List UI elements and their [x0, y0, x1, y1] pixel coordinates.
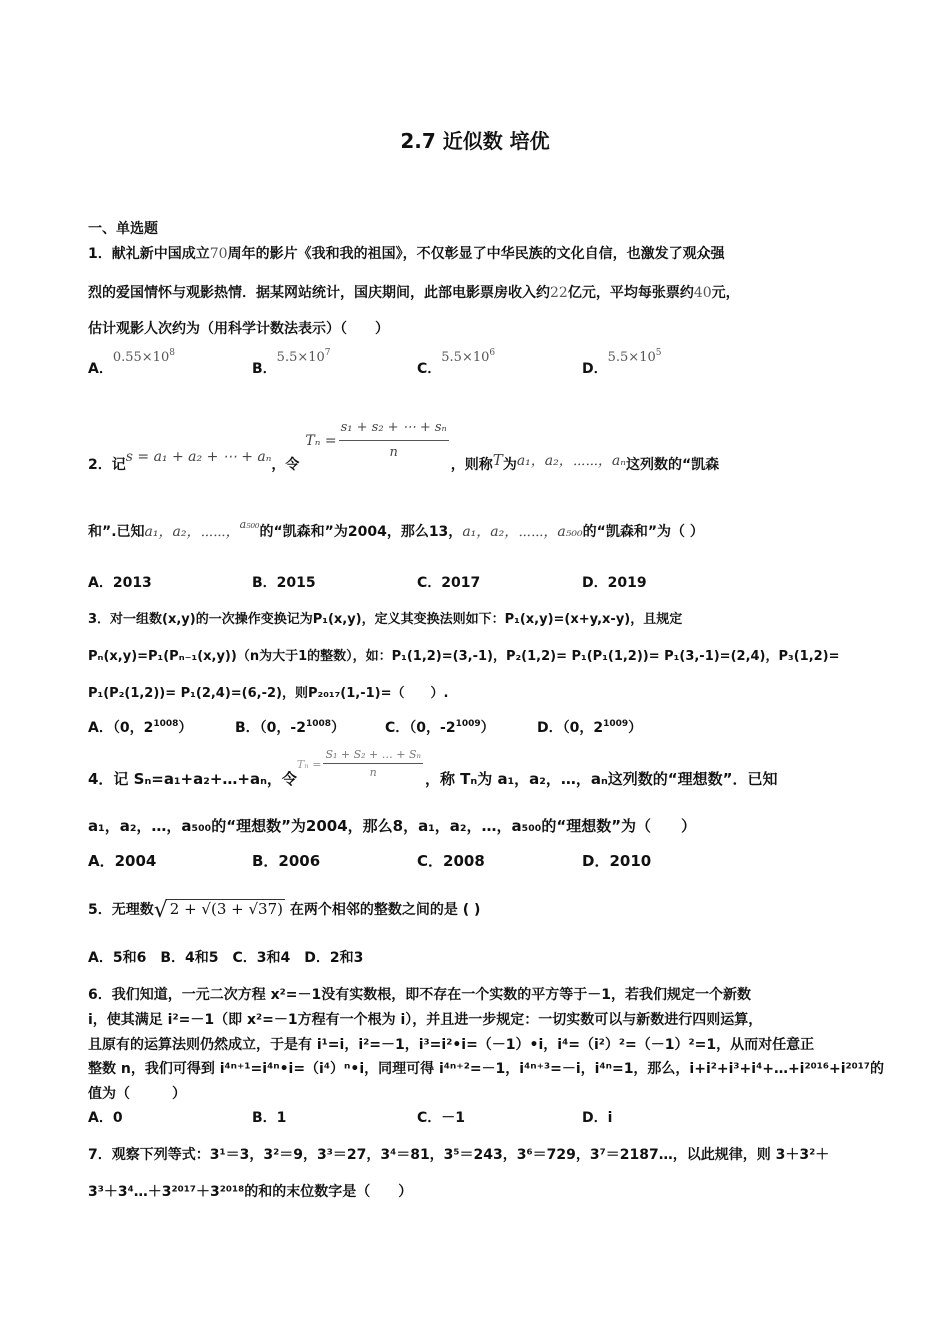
q5-options: A．5和6 B．4和5 C．3和4 D．2和3 [88, 950, 364, 966]
q2-line-1: 2．记s = a₁ + a₂ + ⋯ + aₙ，令Tₙ = $\frac{\text{s₁ + s₂ + ⋯ + sₙ}}{n}$ ，则称T为a₁，a₂，⋯⋯，aₙ这列数的“凯森 [88, 420, 720, 473]
q7-line-1: 7．观察下列等式：3¹＝3，3²＝9，3³＝27，3⁴＝81，3⁵＝243，3⁶＝729，3⁷＝2187…，以此规律，则 3＋3²＋ [88, 1147, 830, 1163]
q1-line-3: 估计观影人次约为（用科学计数法表示）（ ） [88, 321, 389, 337]
q6-line-1: 6．我们知道，一元二次方程 x²=－1没有实数根，即不存在一个实数的平方等于－1，若我们规定一个新数 [88, 987, 751, 1003]
q3-option-b: B．（0，$-2^{1008}$） [235, 719, 346, 736]
q1-line-2: 烈的爱国情怀与观影热情．据某网站统计，国庆期间，此部电影票房收入约22亿元，平均每张票约40元， [88, 285, 740, 301]
q1-option-a: A．$0.55\times 10^8$ [88, 348, 175, 377]
q1-line-1: 1．献礼新中国成立70周年的影片《我和我的祖国》，不仅彰显了中华民族的文化自信，也激发了观众强 [88, 246, 725, 262]
q3-option-a: A．（0，$2^{1008}$） [88, 719, 193, 736]
q6-option-a: A．0 [88, 1110, 123, 1126]
q4-option-a: A．2004 [88, 852, 157, 870]
q5-line: 5．无理数√ 2 + √(3 + √37) 在两个相邻的整数之间的是 ( ) [88, 898, 481, 923]
q4-option-c: C．2008 [417, 852, 485, 870]
q6-line-4: 整数 n，我们可得到 i⁴ⁿ⁺¹=i⁴ⁿ•i=（i⁴）ⁿ•i，同理可得 i⁴ⁿ⁺²=－1，i⁴ⁿ⁺³=－i，i⁴ⁿ=1，那么，i+i²+i³+i⁴+…+i²⁰¹⁶+i²⁰¹⁷的 [88, 1061, 885, 1077]
section-heading: 一、单选题 [88, 221, 158, 237]
document-title: 2.7 近似数 培优 [400, 129, 550, 153]
q4-option-d: D．2010 [582, 852, 652, 870]
q3-option-d: D．（0，$2^{1009}$） [537, 719, 643, 736]
q3-line-1: 3．对一组数(x,y)的一次操作变换记为P₁(x,y)，定义其变换法则如下：P₁(x,y)=(x+y,x-y)，且规定 [88, 612, 683, 627]
q3-line-3: P₁(P₂(1,2))= P₁(2,4)=(6,-2)，则P₂₀₁₇(1,-1)=（ ）. [88, 686, 449, 701]
q2-option-a: A．2013 [88, 575, 152, 591]
q6-line-2: i，使其满足 i²=－1（即 x²=－1方程有一个根为 i），并且进一步规定：一切实数可以与新数进行四则运算， [88, 1012, 763, 1028]
q1-option-d: D．$5.5\times 10^5$ [582, 348, 662, 377]
q4-line-1: 4．记 Sₙ=a₁+a₂+…+aₙ，令Tₙ = $\frac{\text{S₁ + S₂ + … + Sₙ}}{n}$ ，称 Tₙ为 a₁，a₂，…，aₙ这列数的“理想数”．已知 [88, 748, 778, 788]
q6-line-5: 值为（ ） [88, 1086, 186, 1102]
q4-fraction: $\frac{\text{S₁ + S₂ + … + Sₙ}}{n}$ [325, 748, 421, 779]
q2-line-2: 和”.已知a₁，a₂，⋯⋯，$^{a_{500}}$的“凯森和”为2004，那么13，a₁，a₂，⋯⋯，a₅₀₀的“凯森和”为（ ） [88, 518, 704, 540]
q6-option-c: C．－1 [417, 1110, 466, 1126]
q2-option-b: B．2015 [252, 575, 316, 591]
q2-option-c: C．2017 [417, 575, 481, 591]
q2-option-d: D．2019 [582, 575, 647, 591]
q4-option-b: B．2006 [252, 852, 321, 870]
q6-option-b: B．1 [252, 1110, 287, 1126]
q1-option-b: B．$5.5\times 10^7$ [252, 348, 331, 377]
q4-line-2: a₁，a₂，…，a₅₀₀的“理想数”为2004，那么8，a₁，a₂，…，a₅₀₀的“理想数”为（ ） [88, 817, 697, 835]
q3-line-2: Pₙ(x,y)=P₁(Pₙ₋₁(x,y))（n为大于1的整数），如：P₁(1,2)=(3,-1)，P₂(1,2)= P₁(P₁(1,2))= P₁(3,-1)=(2,4)，P₃(1,2)= [88, 649, 840, 664]
q6-option-d: D．i [582, 1110, 613, 1126]
q1-option-c: C．$5.5\times 10^6$ [417, 348, 496, 377]
q6-line-3: 且原有的运算法则仍然成立，于是有 i¹=i，i²=－1，i³=i²•i=（－1）•i，i⁴=（i²）²=（－1）²=1，从而对任意正 [88, 1037, 815, 1053]
q2-fraction: $\frac{\text{s₁ + s₂ + ⋯ + sₙ}}{n}$ [340, 420, 447, 460]
q3-option-c: C．（0，$-2^{1009}$） [385, 719, 495, 736]
q7-line-2: 3³＋3⁴…＋3²⁰¹⁷＋3²⁰¹⁸的和的末位数字是（ ） [88, 1184, 413, 1200]
